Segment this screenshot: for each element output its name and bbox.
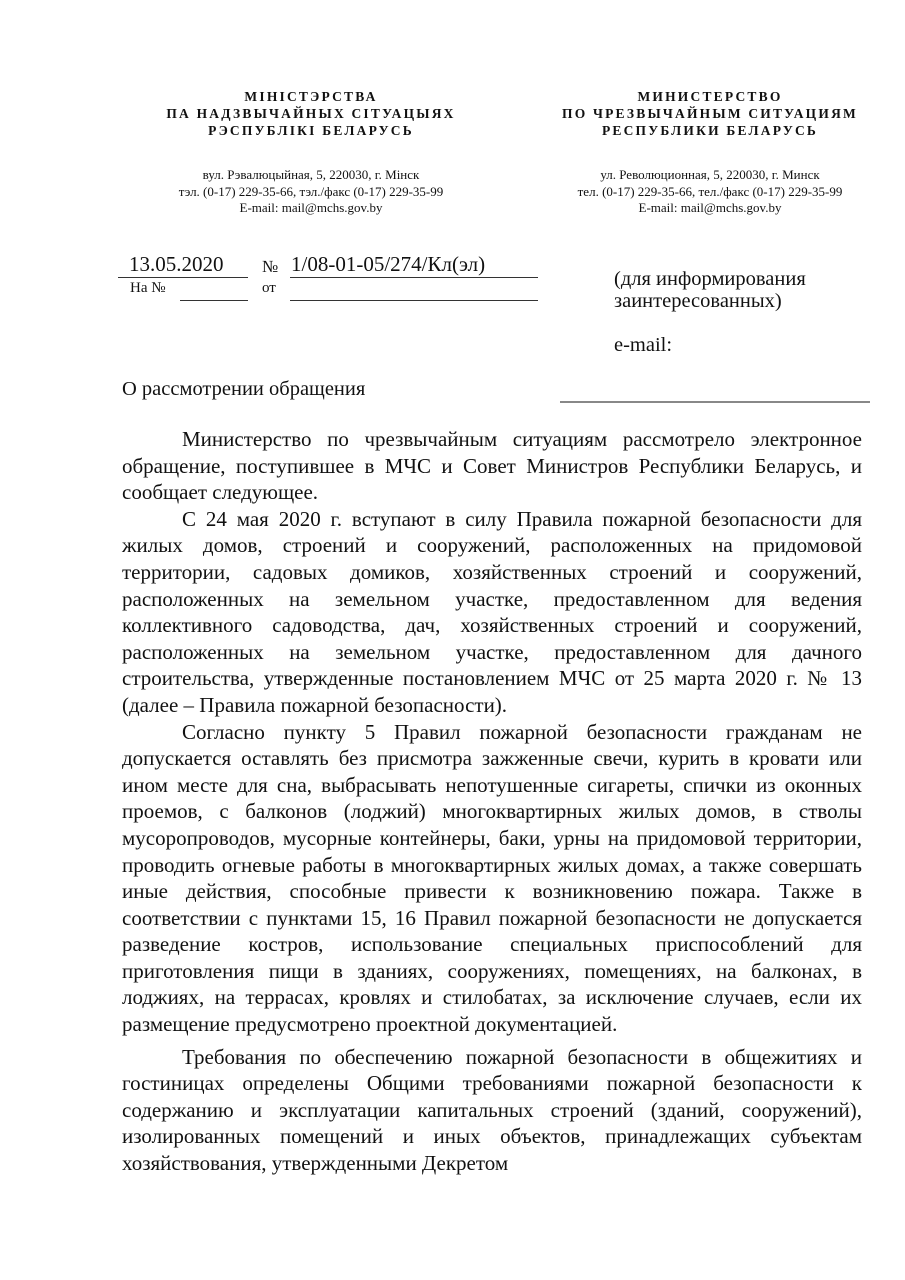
from-date-underline	[290, 300, 538, 301]
org-phones: тел. (0-17) 229-35-66, тел./факс (0-17) 229-35-99	[577, 183, 843, 199]
body-paragraph: Министерство по чрезвычайным ситуациям рассмотрело электронное обращение, поступившее в МЧС и Совет Министров Республики Беларусь, и сообщает следующее.	[122, 427, 862, 505]
addressee	[614, 268, 806, 312]
number-underline	[290, 277, 538, 278]
org-name-line: ПА НАДЗВЫЧАЙНЫХ СІТУАЦЫЯХ	[166, 106, 456, 121]
org-email: E-mail: mail@mchs.gov.by	[239, 200, 383, 215]
addressee-line: (для информирования	[614, 268, 806, 290]
letter-subject: О рассмотрении обращения	[122, 378, 366, 400]
letterhead-belarusian	[122, 88, 500, 217]
letterhead-russian	[532, 88, 888, 217]
org-name-line: МИНИСТЕРСТВО	[637, 89, 783, 104]
number-sign: №	[262, 257, 279, 276]
org-name-line: МІНІСТЭРСТВА	[244, 89, 378, 104]
org-address: вул. Рэвалюцыйная, 5, 220030, г. Мінск	[202, 167, 420, 182]
from-label: от	[262, 280, 276, 296]
org-email: E-mail: mail@mchs.gov.by	[638, 200, 782, 215]
date-underline	[118, 277, 248, 278]
reply-number-underline	[180, 300, 248, 301]
org-phones: тэл. (0-17) 229-35-66, тэл./факс (0-17) 229-35-99	[178, 183, 444, 199]
org-name-line: РЭСПУБЛІКІ БЕЛАРУСЬ	[208, 123, 414, 138]
reply-to-label: На №	[130, 280, 166, 296]
body-paragraph: Требования по обеспечению пожарной безопасности в общежитиях и гостиницах определены Общими требованиями пожарной безопасности к содержанию и эксплуатации капитальных строений (зданий, сооружений), изолированных помещений и иных объектов, принадлежащих субъектам хозяйствования, утвержденными Декретом	[122, 1044, 862, 1176]
org-name-line: ПО ЧРЕЗВЫЧАЙНЫМ СИТУАЦИЯМ	[562, 106, 858, 121]
letter-date: 13.05.2020	[129, 252, 224, 276]
body-paragraph: С 24 мая 2020 г. вступают в силу Правила пожарной безопасности для жилых домов, строений и сооружений, расположенных на придомовой территории, садовых домиков, хозяйственных строений и сооружений, расположенных на земельном участке, предоставленном для ведения коллективного садоводства, дач, хозяйственных строений и сооружений, расположенных на земельном участке, предоставленном для дачного строительства, утвержденные постановлением МЧС от 25 марта 2020 г. № 13 (далее – Правила пожарной безопасности).	[122, 506, 862, 717]
letter-body	[122, 426, 862, 1177]
body-paragraph: Согласно пункту 5 Правил пожарной безопасности гражданам не допускается оставлять без присмотра зажженные свечи, курить в кровати или ином месте для сна, выбрасывать непотушенные сигареты, спички из оконных проемов, с балконов (лоджий) многоквартирных жилых домов, в стволы мусоропроводов, мусорные контейнеры, баки, урны на придомовой территории, проводить огневые работы в многоквартирных жилых домах, а также совершать иные действия, способные привести к возникновению пожара. Также в соответствии с пунктами 15, 16 Правил пожарной безопасности не допускается разведение костров, использование специальных приспособлений для приготовления пищи в зданиях, сооружениях, помещениях, на балконах, в лоджиях, на террасах, кровлях и стилобатах, за исключение случаев, если их размещение предусмотрено проектной документацией.	[122, 719, 862, 1037]
letter-number: 1/08-01-05/274/Кл(эл)	[291, 252, 486, 276]
addressee-email-label: e-mail:	[614, 334, 673, 356]
org-name-line: РЕСПУБЛИКИ БЕЛАРУСЬ	[601, 123, 819, 138]
addressee-line: заинтересованных)	[614, 290, 782, 312]
org-address: ул. Революционная, 5, 220030, г. Минск	[600, 167, 820, 182]
addressee-email-underline	[560, 401, 870, 403]
